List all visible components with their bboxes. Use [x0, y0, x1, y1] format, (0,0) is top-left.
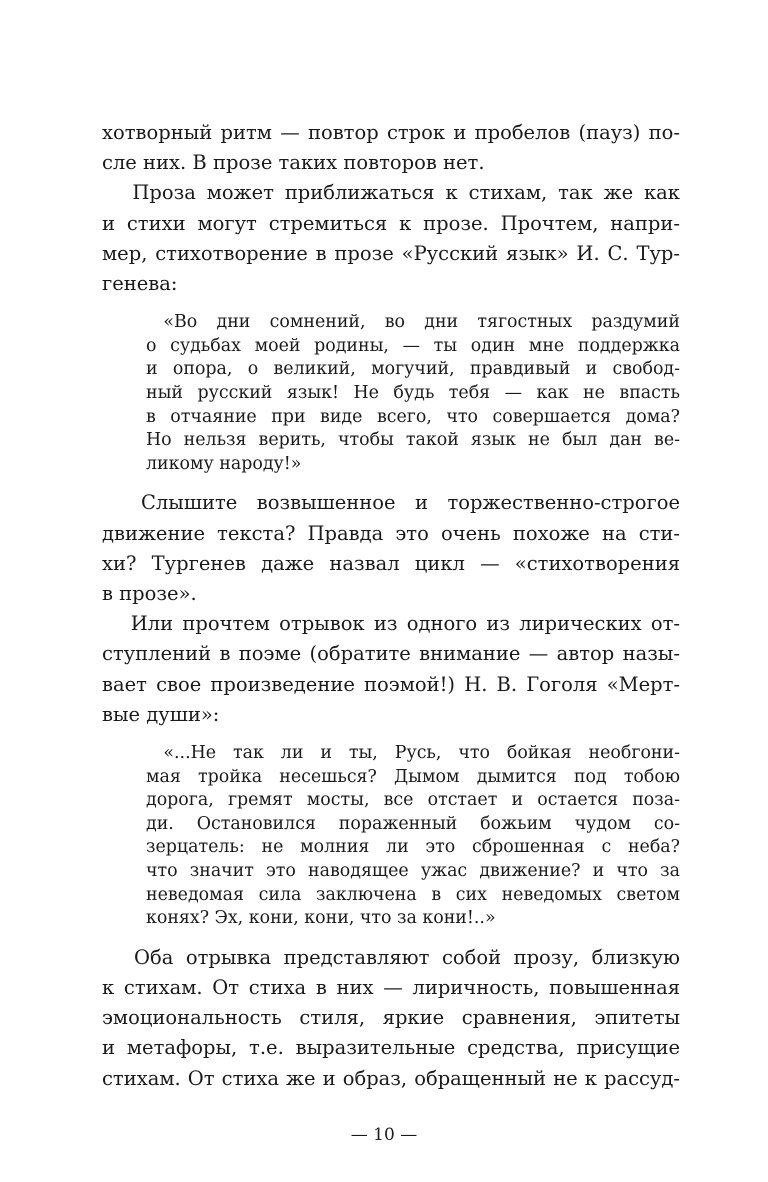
- quote-line: Но нельзя верить, чтобы такой язык не был дан ве-: [146, 430, 680, 451]
- quote-line: и опора, о великий, могучий, правдивый и свобод-: [146, 359, 680, 380]
- text-line: в прозе».: [102, 581, 197, 605]
- text-line: движение текста? Правда это очень похоже на сти-: [102, 521, 680, 545]
- text-line: стихам. От стиха же и образ, обращенный не к рассуд-: [102, 1066, 680, 1090]
- quote-line: неведомая сила заключена в сих неведомых светом: [146, 884, 680, 905]
- quotation-turgenev: [146, 311, 680, 476]
- page-body: [102, 118, 680, 1094]
- text-line: генева:: [102, 272, 178, 296]
- text-line: Или прочтем отрывок из одного из лирических от-: [102, 612, 680, 636]
- text-line: ступлений в поэме (обратите внимание — автор назы-: [102, 642, 680, 666]
- text-line: Оба отрывка представляют собой прозу, близкую: [102, 945, 680, 969]
- quote-line: в отчаяние при виде всего, что совершается дома?: [146, 406, 680, 427]
- quote-line: ди. Остановился пораженный божьим чудом со-: [146, 813, 680, 834]
- paragraph: [102, 488, 680, 609]
- quote-line: конях? Эх, кони, кони, что за кони!..»: [146, 908, 496, 929]
- text-line: к стихам. От стиха в них — лиричность, повышенная: [102, 975, 680, 999]
- text-line: вые души»:: [102, 702, 220, 726]
- text-line: эмоциональность стиля, яркие сравнения, эпитеты: [102, 1006, 680, 1030]
- paragraph: [102, 943, 680, 1094]
- quote-line: ный русский язык! Не будь тебя — как не впасть: [146, 383, 680, 403]
- quote-line: ликому народу!»: [146, 453, 302, 474]
- text-line: хи? Тургенев даже назвал цикл — «стихотворения: [102, 551, 680, 575]
- text-line: Проза может приближаться к стихам, так же как: [102, 181, 680, 205]
- quote-line: «...Не так ли и ты, Русь, что бойкая необгони-: [146, 743, 680, 763]
- text-line: хотворный ритм — повтор строк и пробелов (пауз) по-: [102, 121, 680, 144]
- quote-line: о судьбах моей родины, — ты один мне поддержка: [146, 335, 680, 356]
- quote-line: зерцатель: не молния ли это сброшенная с неба?: [146, 837, 680, 858]
- text-line: Слышите возвышенное и торжественно-строгое: [102, 491, 680, 515]
- paragraph: [102, 118, 680, 178]
- quote-line: дорога, гремят мосты, все отстает и остается поза-: [146, 790, 680, 811]
- quotation-gogol: [146, 742, 680, 931]
- text-line: и стихи могут стремиться к прозе. Прочтем, напри-: [102, 211, 680, 235]
- paragraph: [102, 609, 680, 730]
- page-number: — 10 —: [350, 1125, 418, 1145]
- paragraph: [102, 178, 680, 299]
- text-line: вает свое произведение поэмой!) Н. В. Гоголя «Мерт-: [102, 672, 680, 696]
- quote-line: «Во дни сомнений, во дни тягостных раздумий: [146, 312, 680, 333]
- quote-line: что значит это наводящее ужас движение? и что за: [146, 860, 680, 881]
- quote-line: мая тройка несешься? Дымом дымится под тобою: [146, 766, 680, 787]
- text-line: мер, стихотворение в прозе «Русский язык» И. С. Тур-: [102, 241, 680, 265]
- text-line: и метафоры, т.е. выразительные средства, присущие: [102, 1036, 680, 1060]
- text-line: сле них. В прозе таких повторов нет.: [102, 151, 485, 175]
